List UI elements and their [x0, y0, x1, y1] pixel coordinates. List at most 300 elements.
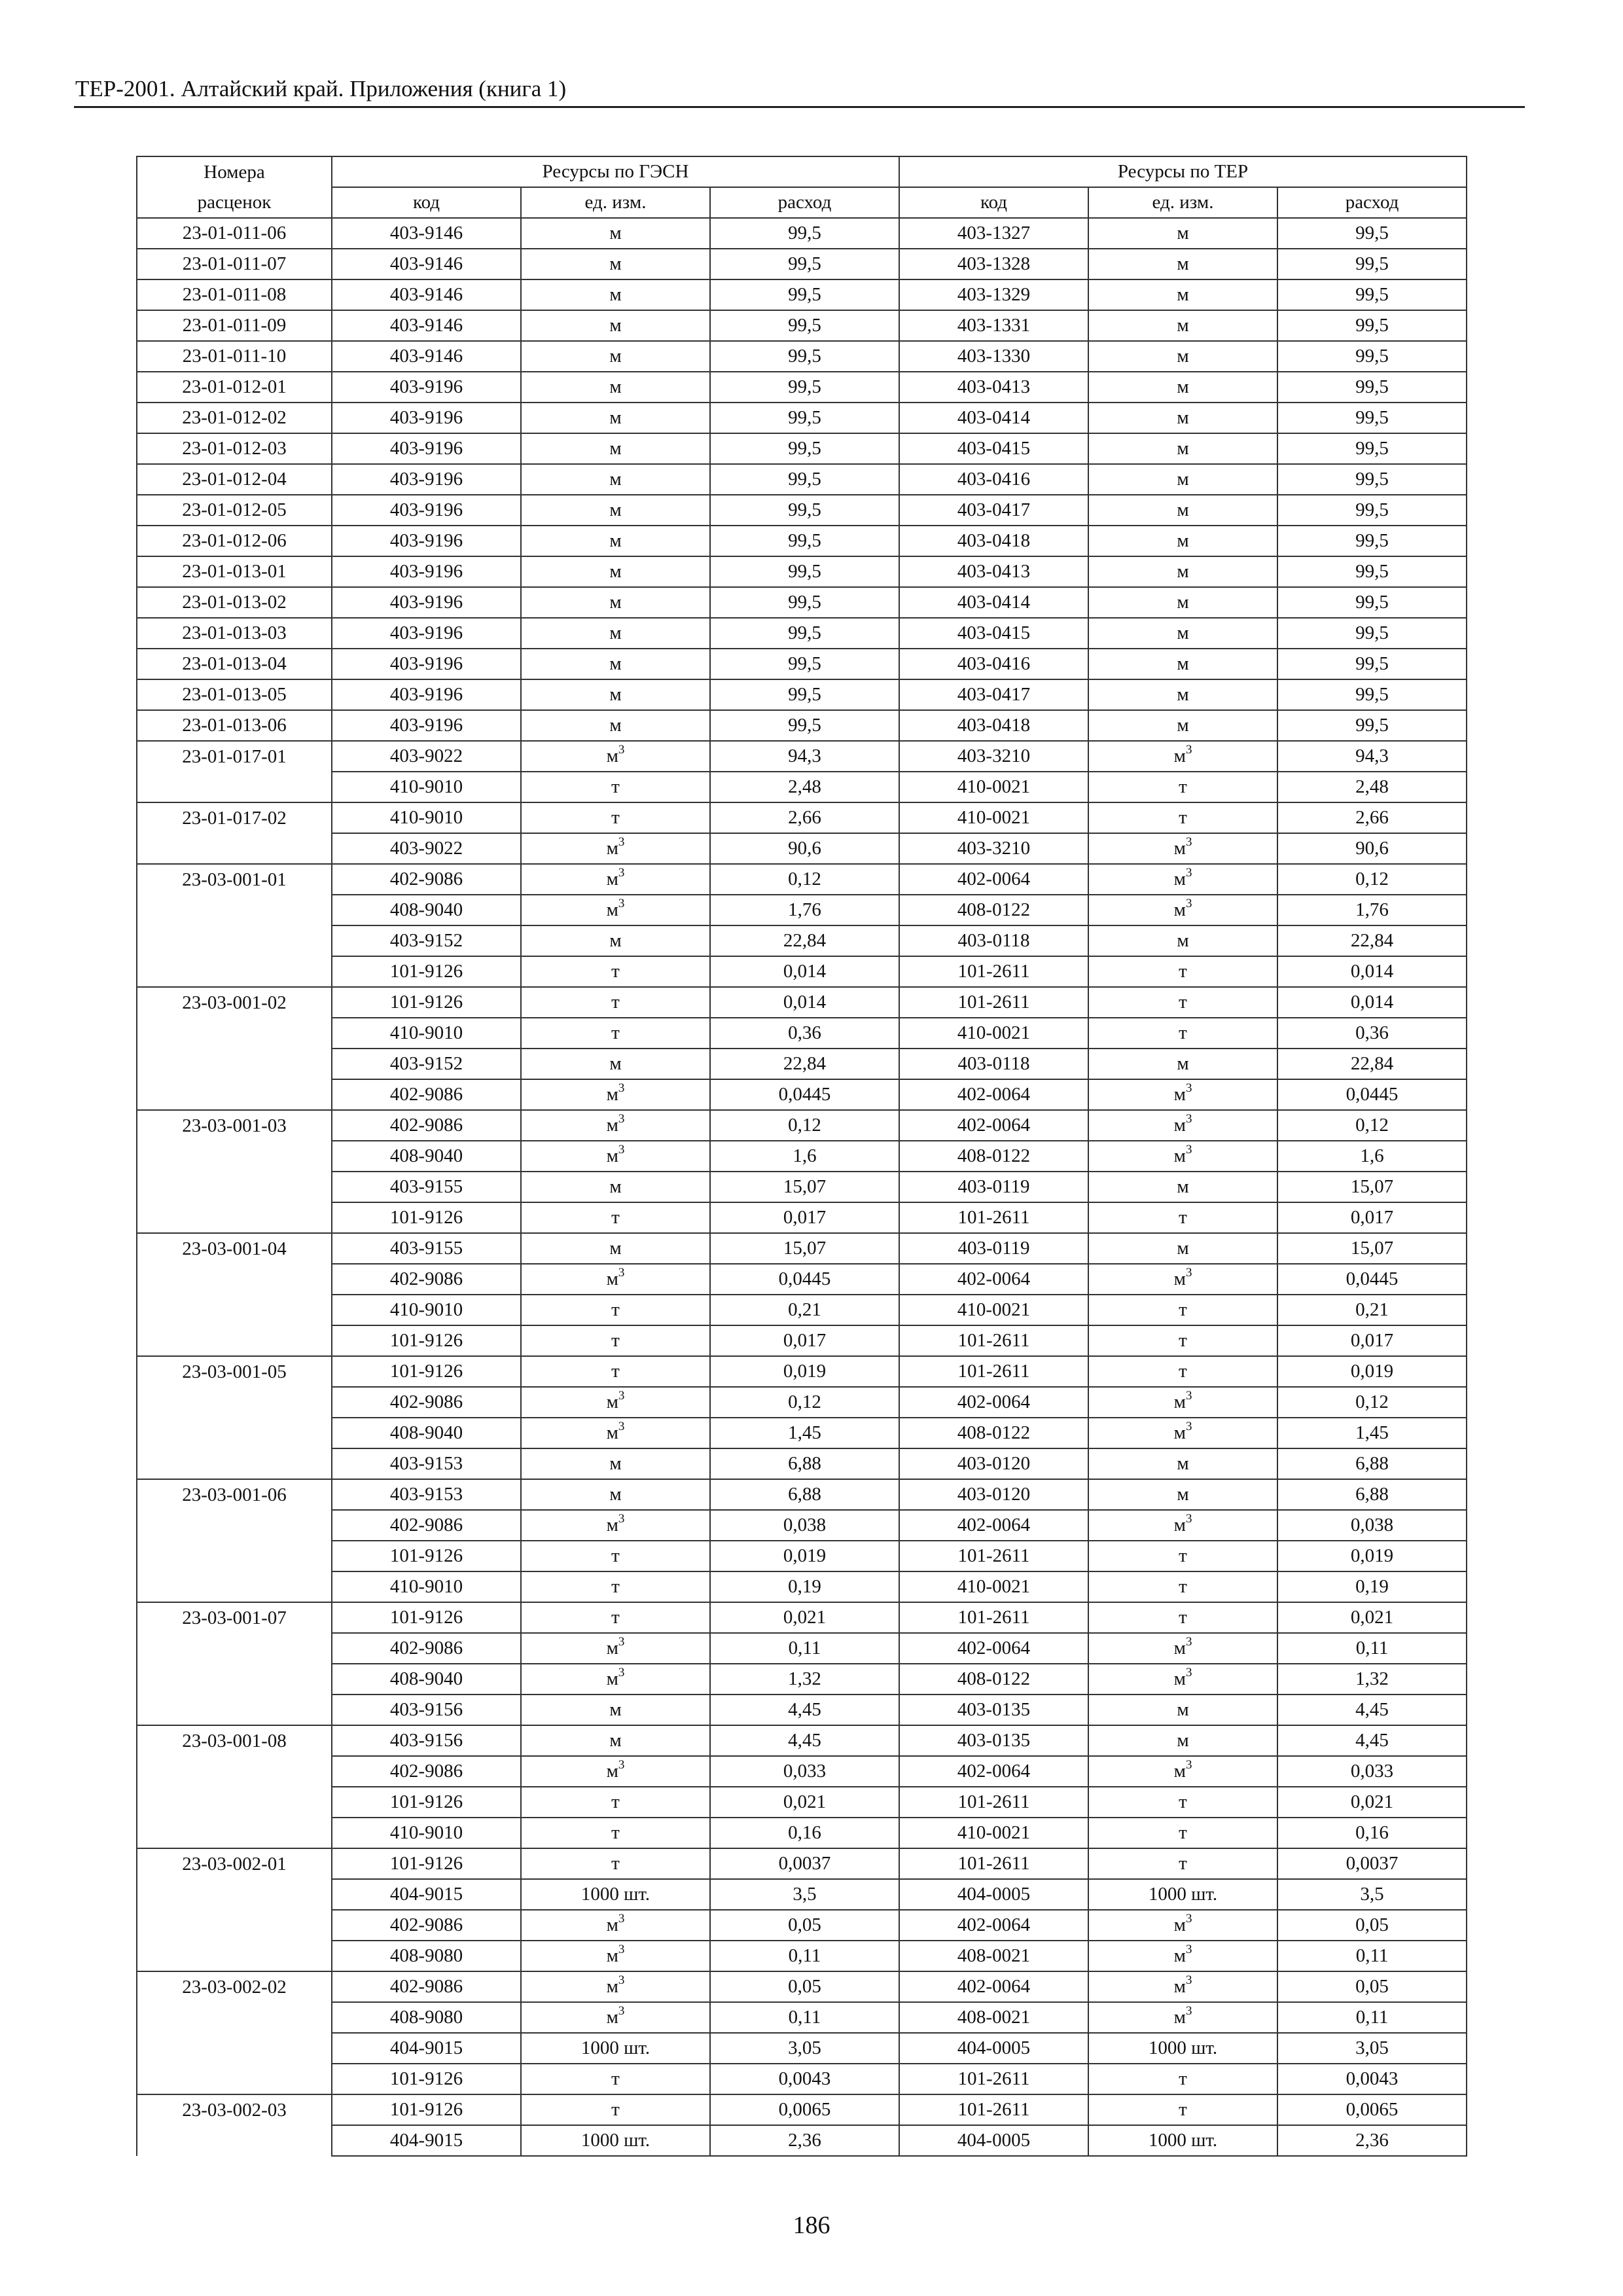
gesn-amount-cell: 0,19 [710, 1571, 899, 1602]
ter-unit-cell [1088, 1941, 1277, 1971]
gesn-code-cell: 403-9153 [332, 1479, 521, 1510]
rate-number-cell [137, 1695, 332, 1725]
ter-unit-cell: м [1088, 587, 1277, 618]
gesn-amount-cell: 1,76 [710, 895, 899, 925]
unit-text: м [606, 869, 618, 889]
table-row [137, 218, 1467, 249]
gesn-unit-cell [521, 1387, 710, 1418]
gesn-amount-cell: 15,07 [710, 1172, 899, 1202]
ter-amount-cell: 99,5 [1277, 649, 1467, 679]
gesn-amount-cell: 1,6 [710, 1141, 899, 1172]
ter-code-cell: 403-0118 [899, 1049, 1088, 1079]
rate-number-cell [137, 2002, 332, 2033]
table-row [137, 679, 1467, 710]
gesn-amount-cell: 99,5 [710, 495, 899, 526]
unit-text: м [1173, 1268, 1186, 1289]
gesn-unit-cell: т [521, 1787, 710, 1818]
header-row-1 [137, 156, 1467, 187]
rate-number-cell [137, 1541, 332, 1571]
gesn-amount-cell: 99,5 [710, 279, 899, 310]
gesn-unit-cell: 1000 шт. [521, 1879, 710, 1910]
header-row-2 [137, 187, 1467, 218]
ter-code-header: код [899, 187, 1088, 218]
gesn-amount-cell: 3,05 [710, 2033, 899, 2064]
ter-unit-cell: м [1088, 1172, 1277, 1202]
gesn-amount-cell: 0,014 [710, 956, 899, 987]
rate-number-cell: 23-01-013-03 [137, 618, 332, 649]
gesn-code-cell: 408-9040 [332, 1664, 521, 1695]
ter-unit-cell [1088, 1387, 1277, 1418]
gesn-code-cell: 410-9010 [332, 1571, 521, 1602]
gesn-amount-cell: 22,84 [710, 1049, 899, 1079]
table-row [137, 1664, 1467, 1695]
table-row [137, 341, 1467, 372]
gesn-unit-cell: 1000 шт. [521, 2033, 710, 2064]
gesn-unit-cell: м [521, 403, 710, 433]
rate-numbers-header-line2: расценок [137, 187, 332, 218]
rate-number-cell: 23-01-013-04 [137, 649, 332, 679]
ter-unit-cell: м [1088, 1049, 1277, 1079]
unit-exponent: 3 [1185, 1266, 1192, 1280]
rate-number-cell [137, 1264, 332, 1295]
unit-text: м [1173, 745, 1186, 766]
ter-unit-cell [1088, 2002, 1277, 2033]
ter-unit-cell: м [1088, 218, 1277, 249]
table-row [137, 1141, 1467, 1172]
gesn-unit-cell [521, 1110, 710, 1141]
ter-amount-cell: 3,05 [1277, 2033, 1467, 2064]
gesn-code-cell: 403-9152 [332, 925, 521, 956]
ter-code-cell: 403-0415 [899, 618, 1088, 649]
unit-exponent: 3 [1185, 1666, 1192, 1680]
unit-exponent: 3 [618, 2004, 625, 2018]
rate-number-cell: 23-01-011-08 [137, 279, 332, 310]
table-row [137, 925, 1467, 956]
unit-text: м [1173, 1668, 1186, 1689]
ter-amount-cell: 99,5 [1277, 372, 1467, 403]
ter-unit-cell [1088, 833, 1277, 864]
unit-text: м [606, 1391, 618, 1412]
ter-unit-cell [1088, 1664, 1277, 1695]
gesn-unit-cell: м [521, 495, 710, 526]
rate-number-cell [137, 1049, 332, 1079]
table-row [137, 1848, 1467, 1879]
ter-amount-cell: 94,3 [1277, 741, 1467, 772]
unit-exponent: 3 [1185, 1912, 1192, 1926]
gesn-amount-cell: 99,5 [710, 556, 899, 587]
unit-exponent: 3 [1185, 1420, 1192, 1434]
ter-code-cell: 403-0417 [899, 495, 1088, 526]
gesn-unit-cell [521, 1264, 710, 1295]
gesn-amount-cell: 0,0043 [710, 2064, 899, 2094]
gesn-code-cell: 410-9010 [332, 1018, 521, 1049]
ter-unit-cell: т [1088, 956, 1277, 987]
gesn-unit-cell [521, 1633, 710, 1664]
ter-amount-cell: 0,014 [1277, 956, 1467, 987]
gesn-unit-cell: м [521, 218, 710, 249]
ter-amount-cell: 0,19 [1277, 1571, 1467, 1602]
ter-code-cell: 404-0005 [899, 2125, 1088, 2156]
gesn-code-cell: 403-9152 [332, 1049, 521, 1079]
gesn-code-cell: 408-9040 [332, 895, 521, 925]
unit-exponent: 3 [1185, 743, 1192, 757]
gesn-amount-cell: 4,45 [710, 1695, 899, 1725]
rate-number-cell [137, 895, 332, 925]
gesn-unit-cell: м [521, 1479, 710, 1510]
ter-unit-cell: м [1088, 1695, 1277, 1725]
ter-unit-cell [1088, 1756, 1277, 1787]
table-row [137, 1172, 1467, 1202]
unit-exponent: 3 [618, 1143, 625, 1157]
gesn-code-cell: 403-9196 [332, 556, 521, 587]
ter-amount-cell: 99,5 [1277, 526, 1467, 556]
ter-amount-cell: 2,66 [1277, 802, 1467, 833]
ter-unit-cell: м [1088, 679, 1277, 710]
rate-numbers-header: Номера [137, 156, 332, 187]
gesn-code-cell: 403-9156 [332, 1725, 521, 1756]
ter-code-cell: 403-0414 [899, 587, 1088, 618]
table-row [137, 1387, 1467, 1418]
gesn-amount-cell: 4,45 [710, 1725, 899, 1756]
ter-unit-cell: м [1088, 556, 1277, 587]
unit-exponent: 3 [1185, 835, 1192, 850]
gesn-code-cell: 403-9196 [332, 464, 521, 495]
ter-amount-cell: 0,0445 [1277, 1264, 1467, 1295]
gesn-unit-cell: м [521, 679, 710, 710]
table-row [137, 372, 1467, 403]
ter-unit-cell: м [1088, 1448, 1277, 1479]
unit-text: м [1173, 1115, 1186, 1136]
gesn-unit-cell [521, 1664, 710, 1695]
ter-amount-cell: 99,5 [1277, 341, 1467, 372]
gesn-amount-cell: 2,66 [710, 802, 899, 833]
rate-number-cell [137, 833, 332, 864]
ter-amount-cell: 0,019 [1277, 1541, 1467, 1571]
gesn-amount-cell: 0,16 [710, 1818, 899, 1848]
rate-number-cell [137, 1202, 332, 1233]
ter-code-cell: 408-0021 [899, 1941, 1088, 1971]
table-row [137, 279, 1467, 310]
unit-text: м [606, 1914, 618, 1935]
gesn-code-cell: 403-9196 [332, 679, 521, 710]
table-row [137, 1879, 1467, 1910]
ter-amount-cell: 1,76 [1277, 895, 1467, 925]
gesn-code-cell: 101-9126 [332, 956, 521, 987]
gesn-unit-cell [521, 833, 710, 864]
table-row [137, 741, 1467, 772]
gesn-code-cell: 403-9146 [332, 310, 521, 341]
ter-unit-cell [1088, 1264, 1277, 1295]
ter-unit-cell: т [1088, 1202, 1277, 1233]
gesn-code-cell: 403-9196 [332, 495, 521, 526]
table-row [137, 1571, 1467, 1602]
gesn-unit-cell: м [521, 249, 710, 279]
gesn-amount-cell: 0,019 [710, 1356, 899, 1387]
gesn-unit-cell: т [521, 2094, 710, 2125]
gesn-unit-cell: м [521, 310, 710, 341]
ter-amount-cell: 0,019 [1277, 1356, 1467, 1387]
ter-unit-cell [1088, 1971, 1277, 2002]
ter-amount-cell: 15,07 [1277, 1233, 1467, 1264]
ter-code-cell: 403-1329 [899, 279, 1088, 310]
rate-number-cell: 23-01-012-05 [137, 495, 332, 526]
ter-amount-cell: 6,88 [1277, 1448, 1467, 1479]
ter-unit-cell [1088, 1910, 1277, 1941]
gesn-unit-cell: м [521, 556, 710, 587]
gesn-code-cell: 101-9126 [332, 1356, 521, 1387]
gesn-unit-cell: т [521, 1818, 710, 1848]
rate-number-cell [137, 1295, 332, 1325]
rate-number-cell [137, 772, 332, 802]
rate-number-cell: 23-01-012-01 [137, 372, 332, 403]
table-row [137, 310, 1467, 341]
rate-number-cell [137, 1818, 332, 1848]
unit-text: м [606, 1761, 618, 1782]
unit-text: м [606, 745, 618, 766]
ter-code-cell: 403-0417 [899, 679, 1088, 710]
rate-number-cell [137, 1879, 332, 1910]
ter-code-cell: 403-0119 [899, 1172, 1088, 1202]
gesn-amount-cell: 99,5 [710, 218, 899, 249]
ter-unit-cell: т [1088, 1295, 1277, 1325]
gesn-code-cell: 403-9153 [332, 1448, 521, 1479]
ter-code-cell: 403-1330 [899, 341, 1088, 372]
ter-amount-cell: 0,017 [1277, 1325, 1467, 1356]
gesn-code-cell: 101-9126 [332, 1602, 521, 1633]
table-body [137, 218, 1467, 2156]
unit-exponent: 3 [618, 1973, 625, 1988]
gesn-unit-cell: м [521, 279, 710, 310]
gesn-amount-cell: 0,021 [710, 1602, 899, 1633]
table-row [137, 1325, 1467, 1356]
unit-exponent: 3 [618, 743, 625, 757]
table-row [137, 1049, 1467, 1079]
ter-amount-cell: 6,88 [1277, 1479, 1467, 1510]
unit-exponent: 3 [1185, 1143, 1192, 1157]
gesn-code-cell: 402-9086 [332, 1633, 521, 1664]
gesn-code-cell: 101-9126 [332, 2064, 521, 2094]
ter-code-cell: 403-0119 [899, 1233, 1088, 1264]
gesn-unit-cell: м [521, 1448, 710, 1479]
table-row [137, 1910, 1467, 1941]
unit-text: м [606, 1638, 618, 1659]
ter-amount-cell: 99,5 [1277, 556, 1467, 587]
gesn-amount-cell: 0,014 [710, 987, 899, 1018]
ter-unit-cell [1088, 864, 1277, 895]
gesn-code-cell: 410-9010 [332, 772, 521, 802]
gesn-amount-cell: 6,88 [710, 1448, 899, 1479]
table-row [137, 649, 1467, 679]
rate-number-cell: 23-01-013-02 [137, 587, 332, 618]
gesn-amount-cell: 90,6 [710, 833, 899, 864]
ter-unit-cell: т [1088, 2064, 1277, 2094]
ter-unit-cell: т [1088, 1818, 1277, 1848]
table-row [137, 1695, 1467, 1725]
ter-amount-cell: 0,0043 [1277, 2064, 1467, 2094]
unit-exponent: 3 [618, 1420, 625, 1434]
ter-code-cell: 408-0122 [899, 895, 1088, 925]
ter-unit-cell: м [1088, 925, 1277, 956]
gesn-amount-cell: 3,5 [710, 1879, 899, 1910]
ter-code-cell: 402-0064 [899, 1756, 1088, 1787]
ter-unit-cell: т [1088, 1541, 1277, 1571]
unit-text: м [1173, 1391, 1186, 1412]
unit-text: м [1173, 1515, 1186, 1535]
ter-unit-cell: т [1088, 1018, 1277, 1049]
unit-text: м [1173, 899, 1186, 920]
ter-amount-cell: 99,5 [1277, 618, 1467, 649]
unit-text: м [1173, 869, 1186, 889]
unit-text: м [606, 1976, 618, 1997]
gesn-code-cell: 101-9126 [332, 987, 521, 1018]
ter-code-cell: 101-2611 [899, 1325, 1088, 1356]
ter-code-cell: 410-0021 [899, 1018, 1088, 1049]
table-row [137, 1264, 1467, 1295]
table-row [137, 1541, 1467, 1571]
table-row [137, 956, 1467, 987]
table-row [137, 1725, 1467, 1756]
gesn-code-cell: 402-9086 [332, 1079, 521, 1110]
unit-exponent: 3 [1185, 1635, 1192, 1649]
gesn-unit-cell [521, 2002, 710, 2033]
ter-unit-cell: т [1088, 1356, 1277, 1387]
ter-unit-cell: м [1088, 618, 1277, 649]
gesn-unit-cell: м [521, 1172, 710, 1202]
rate-number-cell [137, 1418, 332, 1448]
gesn-code-cell: 403-9022 [332, 833, 521, 864]
gesn-code-cell: 403-9196 [332, 618, 521, 649]
gesn-unit-header: ед. изм. [521, 187, 710, 218]
unit-text: м [606, 1084, 618, 1105]
gesn-amount-cell: 0,033 [710, 1756, 899, 1787]
table-row [137, 1602, 1467, 1633]
ter-amount-cell: 0,36 [1277, 1018, 1467, 1049]
gesn-amount-cell: 99,5 [710, 249, 899, 279]
ter-amount-cell: 0,05 [1277, 1910, 1467, 1941]
ter-unit-cell: м [1088, 649, 1277, 679]
rate-number-cell: 23-03-001-05 [137, 1356, 332, 1387]
table-row [137, 403, 1467, 433]
rate-number-cell [137, 2125, 332, 2156]
table-row [137, 1018, 1467, 1049]
ter-code-cell: 408-0122 [899, 1141, 1088, 1172]
gesn-unit-cell: м [521, 618, 710, 649]
ter-amount-cell: 99,5 [1277, 403, 1467, 433]
ter-code-cell: 410-0021 [899, 1571, 1088, 1602]
ter-unit-cell [1088, 1418, 1277, 1448]
rate-number-cell [137, 925, 332, 956]
gesn-unit-cell [521, 741, 710, 772]
gesn-code-cell: 402-9086 [332, 1910, 521, 1941]
rate-number-cell: 23-03-002-01 [137, 1848, 332, 1879]
page-header [74, 71, 1525, 108]
table-row [137, 1818, 1467, 1848]
ter-code-cell: 410-0021 [899, 772, 1088, 802]
ter-unit-cell [1088, 1110, 1277, 1141]
gesn-unit-cell: м [521, 341, 710, 372]
ter-amount-cell: 0,038 [1277, 1510, 1467, 1541]
gesn-unit-cell: т [521, 1202, 710, 1233]
table-row [137, 2002, 1467, 2033]
gesn-amount-cell: 99,5 [710, 679, 899, 710]
unit-exponent: 3 [618, 1112, 625, 1126]
gesn-code-cell: 402-9086 [332, 1110, 521, 1141]
gesn-unit-cell [521, 1510, 710, 1541]
gesn-code-cell: 403-9146 [332, 279, 521, 310]
ter-unit-cell: м [1088, 710, 1277, 741]
table-row [137, 1202, 1467, 1233]
unit-exponent: 3 [618, 835, 625, 850]
ter-amount-cell: 0,11 [1277, 1941, 1467, 1971]
unit-exponent: 3 [1185, 1112, 1192, 1126]
unit-text: м [1173, 1084, 1186, 1105]
ter-unit-cell: т [1088, 1848, 1277, 1879]
unit-text: м [1173, 1761, 1186, 1782]
gesn-amount-cell: 94,3 [710, 741, 899, 772]
ter-code-cell: 408-0122 [899, 1664, 1088, 1695]
table-row [137, 802, 1467, 833]
ter-code-cell: 403-3210 [899, 833, 1088, 864]
ter-code-cell: 101-2611 [899, 1602, 1088, 1633]
gesn-unit-cell: т [521, 1356, 710, 1387]
ter-unit-cell: м [1088, 526, 1277, 556]
gesn-code-cell: 402-9086 [332, 1387, 521, 1418]
gesn-amount-cell: 99,5 [710, 464, 899, 495]
unit-exponent: 3 [618, 1389, 625, 1403]
ter-code-cell: 403-0418 [899, 710, 1088, 741]
ter-unit-cell: т [1088, 1787, 1277, 1818]
table-row [137, 618, 1467, 649]
table-row [137, 2125, 1467, 2156]
ter-code-cell: 403-0135 [899, 1695, 1088, 1725]
gesn-unit-cell: м [521, 372, 710, 403]
rate-number-cell [137, 1787, 332, 1818]
gesn-code-cell: 404-9015 [332, 1879, 521, 1910]
ter-unit-cell: 1000 шт. [1088, 1879, 1277, 1910]
table-row [137, 526, 1467, 556]
gesn-code-cell: 402-9086 [332, 1264, 521, 1295]
rate-number-cell [137, 1633, 332, 1664]
unit-exponent: 3 [618, 1758, 625, 1772]
rate-number-cell: 23-01-017-02 [137, 802, 332, 833]
ter-code-cell: 402-0064 [899, 864, 1088, 895]
gesn-amount-cell: 0,12 [710, 864, 899, 895]
gesn-unit-cell: т [521, 956, 710, 987]
gesn-unit-cell: т [521, 1295, 710, 1325]
table-row [137, 1941, 1467, 1971]
ter-code-cell: 404-0005 [899, 1879, 1088, 1910]
gesn-unit-cell: м [521, 710, 710, 741]
table-row [137, 2033, 1467, 2064]
gesn-code-cell: 101-9126 [332, 2094, 521, 2125]
unit-text: м [1173, 1976, 1186, 1997]
rate-number-cell: 23-03-001-03 [137, 1110, 332, 1141]
gesn-code-cell: 403-9146 [332, 341, 521, 372]
ter-unit-cell: м [1088, 1233, 1277, 1264]
rate-number-cell [137, 1664, 332, 1695]
unit-text: м [1173, 1945, 1186, 1966]
gesn-amount-cell: 0,11 [710, 1941, 899, 1971]
gesn-unit-cell: т [521, 1571, 710, 1602]
ter-code-cell: 403-0118 [899, 925, 1088, 956]
unit-exponent: 3 [1185, 866, 1192, 880]
ter-unit-cell [1088, 895, 1277, 925]
rate-number-cell: 23-03-002-03 [137, 2094, 332, 2125]
resources-table [136, 156, 1467, 2157]
ter-amount-cell: 3,5 [1277, 1879, 1467, 1910]
table-row [137, 1633, 1467, 1664]
gesn-unit-cell: м [521, 433, 710, 464]
